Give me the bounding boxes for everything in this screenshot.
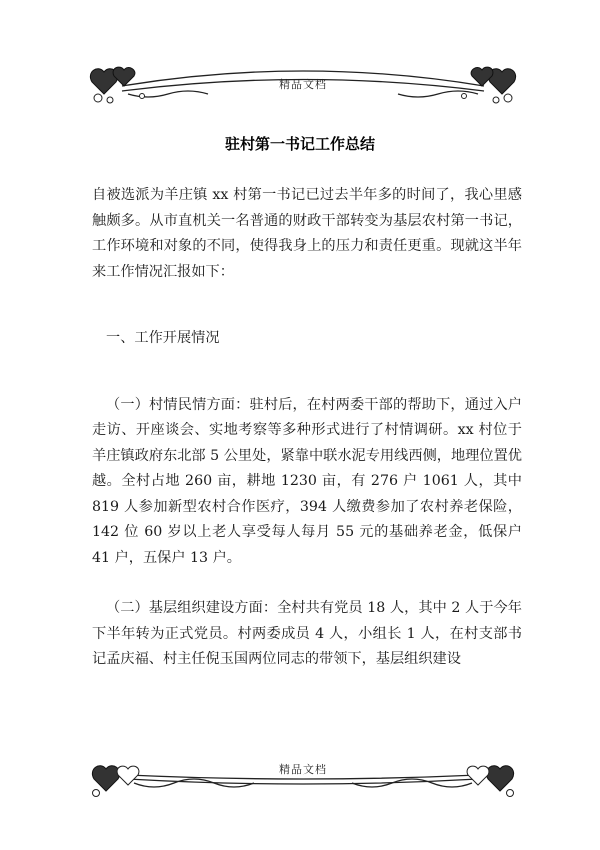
section-heading: 一、工作开展情况	[106, 330, 220, 346]
header-banner	[88, 60, 518, 106]
paragraph-village-info: （一）村情民情方面：驻村后，在村两委干部的帮助下，通过入户走访、开座谈会、实地考察等多种形式进行了村情调研。xx 村位于羊庄镇政府东北部 5 公里处，紧靠中联水泥专用线西侧，地理位置优越。全村占地 260 亩，耕地 1230 亩，有 276 户 1061 人，其中 819 人参加新型农村合作医疗，394 人缴费参加了农村养老保险，142 位 60 岁以上老人享受每人每月 55 元的基础养老金，低保户 41 户，五保户 13 户。	[92, 396, 522, 566]
footer-banner	[88, 753, 518, 799]
document-body	[92, 183, 522, 673]
footer-label: 精品文档	[279, 763, 327, 776]
paragraph-party-organization: （二）基层组织建设方面：全村共有党员 18 人，其中 2 人于今年下半年转为正式党员。村两委成员 4 人，小组长 1 人，在村支部书记孟庆福、村主任倪玉国两位同志的带领下，基层组织建设	[92, 600, 522, 667]
page-title: 驻村第一书记工作总结	[224, 135, 375, 153]
paragraph-intro: 自被选派为羊庄镇 xx 村第一书记已过去半年多的时间了，我心里感触颇多。从市直机关一名普通的财政干部转变为基层农村第一书记，工作环境和对象的不同，使得我身上的压力和责任更重。现就这半年来工作情况汇报如下：	[92, 187, 522, 280]
header-label: 精品文档	[279, 78, 327, 91]
